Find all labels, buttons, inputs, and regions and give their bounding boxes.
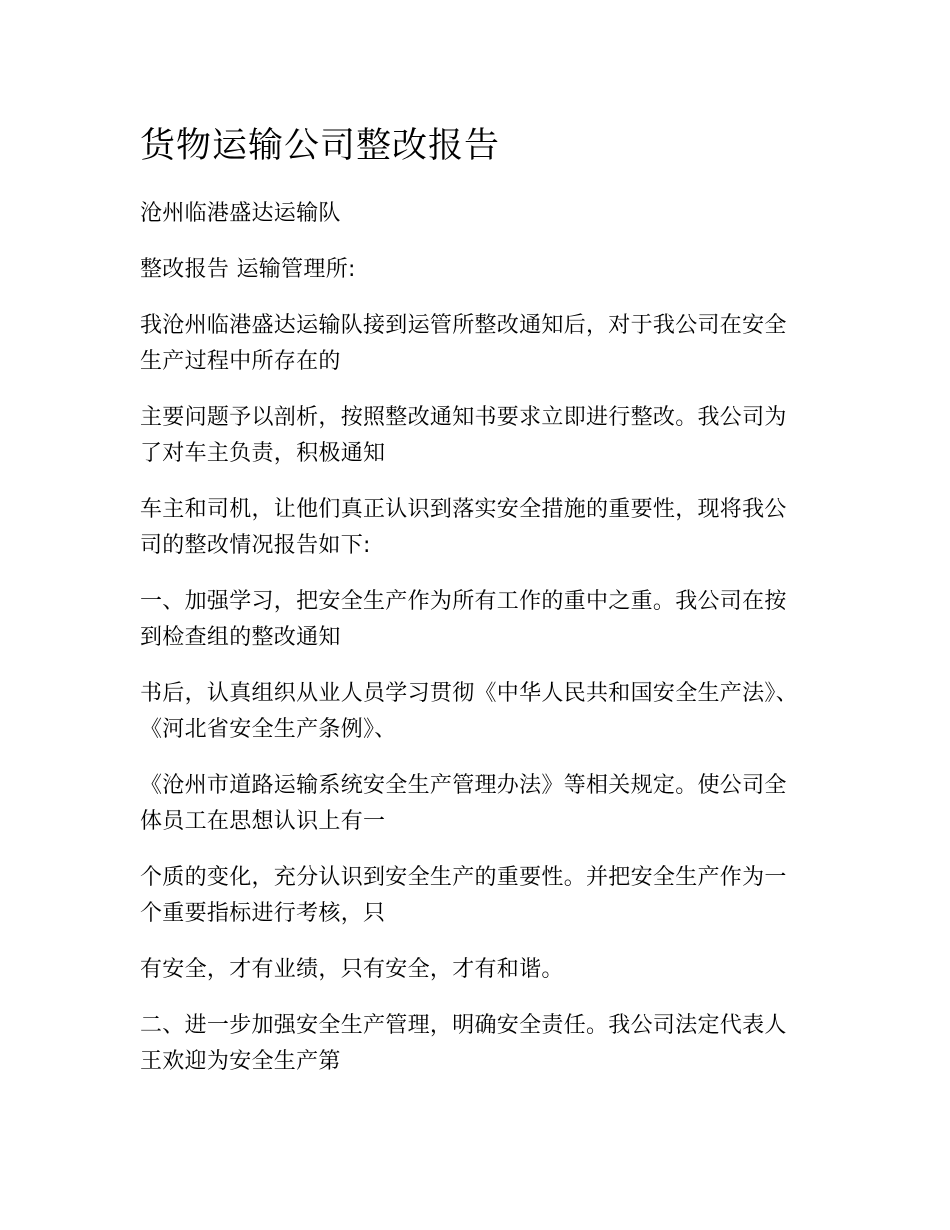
document-body [140, 122, 805, 1100]
document-title: 货物运输公司整改报告 [140, 126, 501, 166]
body-paragraph: 《沧州市道路运输系统安全生产管理办法》等相关规定。使公司全体员工在思想认识上有一 [140, 773, 787, 834]
section-two-heading-paragraph: 二、进一步加强安全生产管理，明确安全责任。我公司法定代表人王欢迎为安全生产第 [140, 1013, 787, 1074]
body-paragraph: 车主和司机，让他们真正认识到落实安全措施的重要性，现将我公司的整改情况报告如下: [140, 497, 787, 558]
body-paragraph: 主要问题予以剖析，按照整改通知书要求立即进行整改。我公司为了对车主负责，积极通知 [140, 405, 787, 466]
body-paragraph: 书后，认真组织从业人员学习贯彻《中华人民共和国安全生产法》、《河北省安全生产条例》、 [140, 681, 799, 742]
body-paragraph: 有安全，才有业绩，只有安全，才有和谐。 [140, 957, 564, 982]
body-paragraph: 个质的变化，充分认识到安全生产的重要性。并把安全生产作为一个重要指标进行考核，只 [140, 865, 787, 926]
body-paragraph: 我沧州临港盛达运输队接到运管所整改通知后，对于我公司在安全生产过程中所存在的 [140, 313, 787, 374]
section-one-heading-paragraph: 一、加强学习，把安全生产作为所有工作的重中之重。我公司在按到检查组的整改通知 [140, 589, 787, 650]
report-addressee: 整改报告 运输管理所: [140, 257, 356, 282]
company-name: 沧州临港盛达运输队 [140, 201, 341, 226]
